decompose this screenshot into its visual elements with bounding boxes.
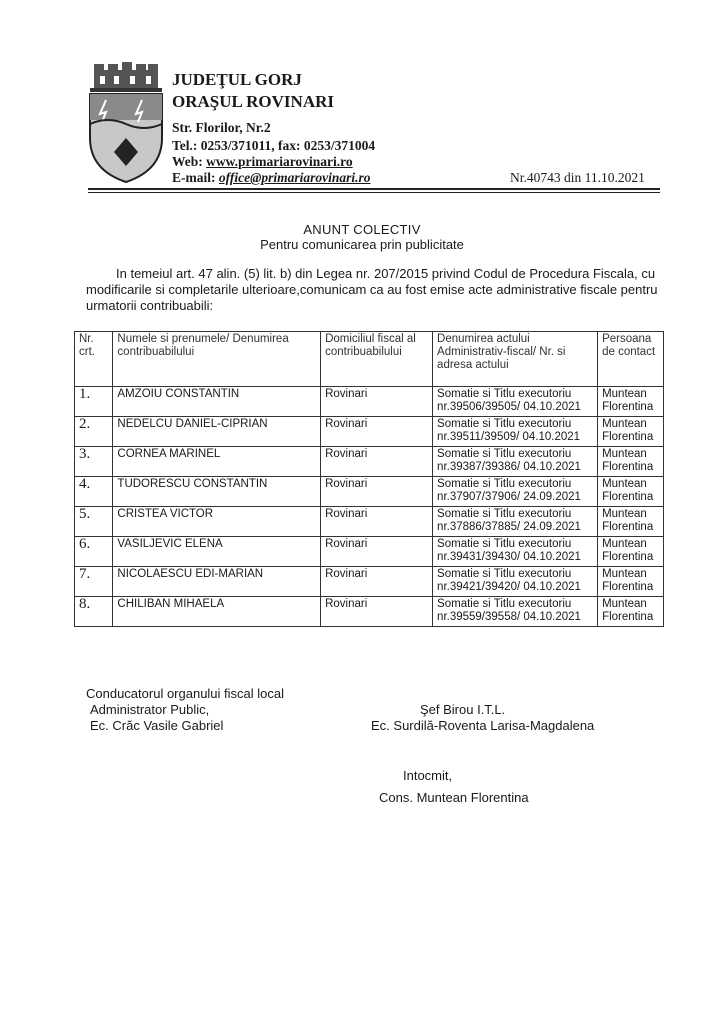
signature-left-name: Ec. Crăc Vasile Gabriel: [90, 718, 224, 733]
taxpayer-name: CORNEA MARINEL: [113, 447, 321, 477]
row-number: 1.: [75, 387, 113, 417]
taxpayer-domicile: Rovinari: [321, 507, 433, 537]
header-nr: Nr. crt.: [75, 332, 113, 387]
act-type: Somatie si Titlu executoriu: [437, 508, 572, 520]
header-act: Denumirea actului Administrativ-fiscal/ Nr. si adresa actului: [433, 332, 598, 387]
contact-firstname: Florentina: [602, 491, 654, 503]
table-row: [75, 387, 664, 417]
act-type: Somatie si Titlu executoriu: [437, 598, 572, 610]
table-row: [75, 597, 664, 627]
contact-firstname: Florentina: [602, 461, 654, 473]
web-line: [172, 154, 353, 170]
email-link[interactable]: office@primariarovinari.ro: [218, 170, 371, 185]
contact-cell: [598, 507, 664, 537]
act-cell: [433, 417, 598, 447]
notice-title: ANUNT COLECTIV: [303, 222, 421, 237]
contact-firstname: Florentina: [602, 401, 654, 413]
contact-cell: [598, 567, 664, 597]
contact-firstname: Florentina: [602, 551, 654, 563]
web-link[interactable]: www.primariarovinari.ro: [206, 154, 353, 169]
contact-cell: [598, 417, 664, 447]
act-number: nr.39559/39558/ 04.10.2021: [437, 611, 581, 623]
signature-right-role: Şef Birou I.T.L.: [420, 702, 506, 717]
notice-subtitle: Pentru comunicarea prin publicitate: [260, 237, 464, 252]
taxpayer-name: VASILJEVIC ELENA: [113, 537, 321, 567]
row-number: 4.: [75, 477, 113, 507]
contact-surname: Muntean: [602, 568, 647, 580]
act-number: nr.39511/39509/ 04.10.2021: [437, 431, 581, 443]
contact-cell: [598, 387, 664, 417]
row-number: 7.: [75, 567, 113, 597]
county-name: JUDEŢUL GORJ: [172, 70, 302, 89]
contact-surname: Muntean: [602, 538, 647, 550]
taxpayer-domicile: Rovinari: [321, 477, 433, 507]
email-label: E-mail:: [172, 170, 219, 185]
header-name: Numele si prenumele/ Denumirea contribuabilului: [113, 332, 321, 387]
contact-cell: [598, 477, 664, 507]
act-number: nr.37907/37906/ 24.09.2021: [437, 491, 581, 503]
contact-firstname: Florentina: [602, 611, 654, 623]
contact-surname: Muntean: [602, 418, 647, 430]
table-row: [75, 537, 664, 567]
act-type: Somatie si Titlu executoriu: [437, 478, 572, 490]
contact-surname: Muntean: [602, 598, 647, 610]
act-type: Somatie si Titlu executoriu: [437, 388, 572, 400]
header-divider: [88, 188, 660, 190]
contact-cell: [598, 537, 664, 567]
act-type: Somatie si Titlu executoriu: [437, 418, 572, 430]
contact-firstname: Florentina: [602, 581, 654, 593]
intro-text: In temeiul art. 47 alin. (5) lit. b) din Legea nr. 207/2015 privind Codul de Procedura Fiscala, cu modificarile si completarile ulterioare,comunicam ca au fost emise acte administrative fiscale pentru urmatorii contribuabili:: [86, 266, 658, 313]
row-number: 3.: [75, 447, 113, 477]
act-cell: [433, 477, 598, 507]
phone-fax: Tel.: 0253/371011, fax: 0253/371004: [172, 138, 376, 153]
prepared-by-label: Intocmit,: [403, 768, 453, 783]
act-cell: [433, 567, 598, 597]
act-cell: [433, 507, 598, 537]
taxpayer-name: TUDORESCU CONSTANTIN: [113, 477, 321, 507]
act-type: Somatie si Titlu executoriu: [437, 448, 572, 460]
contact-firstname: Florentina: [602, 431, 654, 443]
taxpayer-name: AMZOIU CONSTANTIN: [113, 387, 321, 417]
act-number: nr.39431/39430/ 04.10.2021: [437, 551, 581, 563]
street-address: Str. Florilor, Nr.2: [172, 120, 271, 135]
table-row: [75, 417, 664, 447]
taxpayer-name: NEDELCU DANIEL-CIPRIAN: [113, 417, 321, 447]
email-line: [172, 170, 371, 186]
contact-surname: Muntean: [602, 508, 647, 520]
table-row: [75, 477, 664, 507]
act-cell: [433, 597, 598, 627]
town-name: ORAŞUL ROVINARI: [172, 92, 334, 111]
act-cell: [433, 537, 598, 567]
act-number: nr.39421/39420/ 04.10.2021: [437, 581, 581, 593]
act-number: nr.39387/39386/ 04.10.2021: [437, 461, 581, 473]
contact-firstname: Florentina: [602, 521, 654, 533]
taxpayer-domicile: Rovinari: [321, 537, 433, 567]
taxpayer-name: CRISTEA VICTOR: [113, 507, 321, 537]
taxpayer-domicile: Rovinari: [321, 387, 433, 417]
table-row: [75, 567, 664, 597]
row-number: 5.: [75, 507, 113, 537]
taxpayer-domicile: Rovinari: [321, 447, 433, 477]
web-label: Web:: [172, 154, 207, 169]
contact-surname: Muntean: [602, 478, 647, 490]
contact-cell: [598, 597, 664, 627]
act-number: nr.37886/37885/ 24.09.2021: [437, 521, 581, 533]
row-number: 2.: [75, 417, 113, 447]
intro-paragraph: [86, 266, 666, 314]
contact-cell: [598, 447, 664, 477]
signature-left-role: Conducatorul organului fiscal local: [86, 686, 285, 701]
coat-of-arms-icon: [86, 62, 166, 184]
table-row: [75, 507, 664, 537]
contact-surname: Muntean: [602, 448, 647, 460]
taxpayer-domicile: Rovinari: [321, 417, 433, 447]
row-number: 6.: [75, 537, 113, 567]
act-type: Somatie si Titlu executoriu: [437, 568, 572, 580]
header-contact: Persoana de contact: [598, 332, 664, 387]
table-row: [75, 447, 664, 477]
act-type: Somatie si Titlu executoriu: [437, 538, 572, 550]
taxpayer-name: CHILIBAN MIHAELA: [113, 597, 321, 627]
table-header-row: [75, 332, 664, 387]
act-number: nr.39506/39505/ 04.10.2021: [437, 401, 581, 413]
signature-left-title: Administrator Public,: [90, 702, 210, 717]
taxpayers-table: [74, 331, 664, 627]
header-divider-thin: [88, 192, 660, 193]
contact-surname: Muntean: [602, 388, 647, 400]
prepared-by-name: Cons. Muntean Florentina: [379, 790, 529, 805]
act-cell: [433, 387, 598, 417]
taxpayer-domicile: Rovinari: [321, 597, 433, 627]
header-domicile: Domiciliul fiscal al contribuabilului: [321, 332, 433, 387]
taxpayer-domicile: Rovinari: [321, 567, 433, 597]
act-cell: [433, 447, 598, 477]
document-number: Nr.40743 din 11.10.2021: [510, 170, 645, 185]
taxpayer-name: NICOLAESCU EDI-MARIAN: [113, 567, 321, 597]
row-number: 8.: [75, 597, 113, 627]
signature-right-name: Ec. Surdilă-Roventa Larisa-Magdalena: [371, 718, 595, 733]
